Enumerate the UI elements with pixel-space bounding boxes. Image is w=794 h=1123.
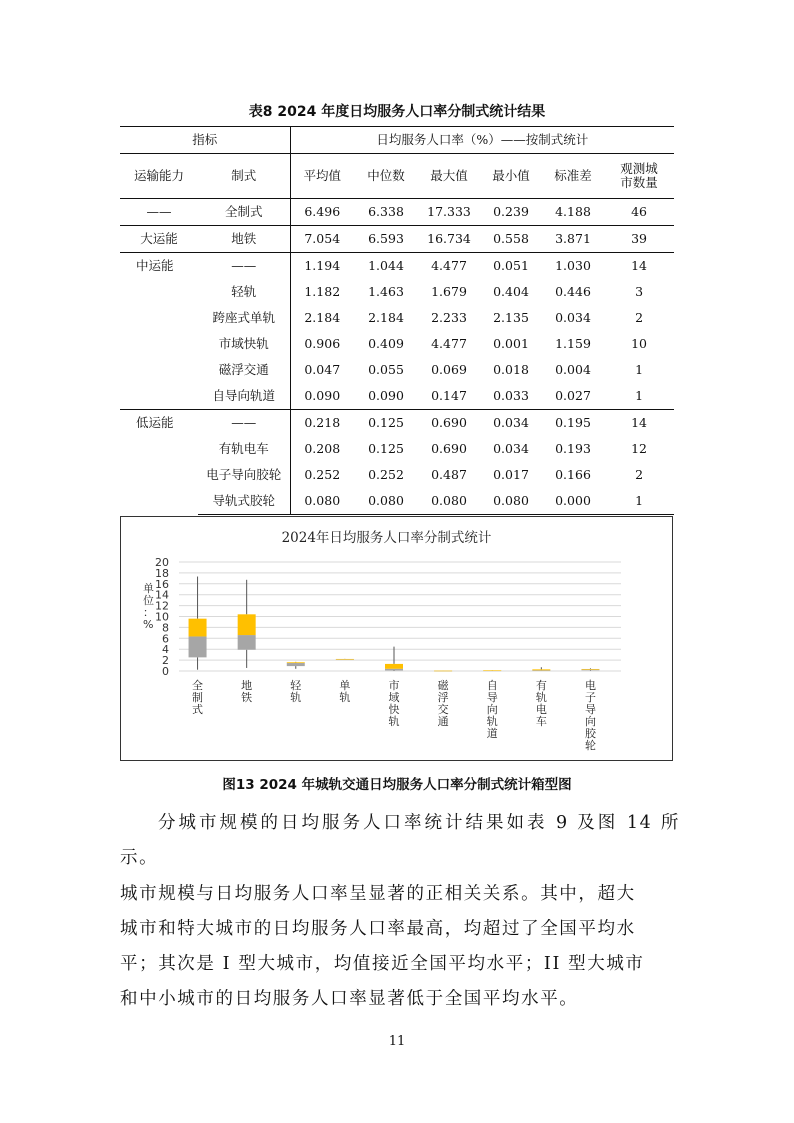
cell-mean: 1.194 (290, 253, 354, 280)
cell-min: 0.239 (480, 199, 542, 226)
table-row (120, 488, 674, 515)
box-lower (287, 663, 305, 666)
cell-system: 市域快轨 (198, 331, 290, 357)
cell-median: 1.044 (354, 253, 418, 280)
cell-count: 1 (635, 388, 644, 403)
boxplot-chart (121, 517, 672, 760)
cell-system: 全制式 (198, 199, 290, 226)
box-upper (483, 670, 501, 671)
y-tick-label: 8 (162, 621, 169, 635)
cell-median: 2.184 (368, 310, 404, 325)
x-category-label: 市域快轨 (388, 679, 400, 728)
cell-mean: 7.054 (290, 226, 354, 253)
box-upper (532, 669, 550, 670)
header-count-line1: 观测城 (620, 161, 658, 176)
cell-count: 2 (635, 467, 644, 482)
page-number: 11 (388, 1034, 406, 1049)
cell-mean: 0.252 (304, 467, 341, 482)
y-tick-label: 18 (155, 566, 169, 580)
cell-capacity: 低运能 (120, 410, 198, 515)
cell-median: 0.055 (368, 362, 404, 377)
body-paragraph (120, 806, 680, 1018)
x-category-label: 自导向轨道 (486, 679, 498, 740)
x-category-label: 有轨电车 (535, 679, 547, 728)
figure-box (120, 516, 673, 761)
x-category-label: 全制式 (192, 679, 204, 716)
header-count-line2: 市数量 (620, 175, 658, 190)
cell-min: 2.135 (493, 310, 529, 325)
cell-std: 0.446 (555, 284, 591, 299)
cell-mean: 0.047 (304, 362, 341, 377)
paragraph-line: 分城市规模的日均服务人口率统计结果如表 9 及图 14 所示。 (120, 813, 680, 869)
cell-std: 1.030 (542, 253, 604, 280)
box-lower (189, 636, 207, 657)
cell-median: 0.080 (354, 488, 418, 515)
table-body (120, 199, 674, 515)
table-title: 表8 2024 年度日均服务人口率分制式统计结果 (248, 104, 546, 120)
cell-std: 3.871 (542, 226, 604, 253)
header-system: 制式 (198, 154, 290, 199)
cell-median: 0.252 (368, 467, 404, 482)
box-upper (385, 664, 403, 669)
box-upper (581, 669, 599, 670)
cell-std: 0.193 (555, 441, 591, 456)
y-tick-label: 14 (155, 588, 169, 602)
table-row (120, 199, 674, 226)
cell-system: 电子导向胶轮 (198, 462, 290, 488)
x-category-label: 电子导向胶轮 (584, 679, 596, 752)
x-category-label: 轻轨 (290, 679, 302, 704)
cell-min: 0.017 (493, 467, 529, 482)
cell-system: —— (198, 253, 290, 280)
cell-max: 4.477 (431, 336, 467, 351)
cell-system: 导轨式胶轮 (198, 488, 290, 515)
box-upper (287, 662, 305, 663)
cell-max: 4.477 (418, 253, 480, 280)
y-tick-label: 6 (162, 632, 169, 646)
cell-count: 46 (604, 199, 674, 226)
cell-system: 跨座式单轨 (198, 305, 290, 331)
cell-min: 0.033 (493, 388, 529, 403)
box-upper (238, 614, 256, 635)
cell-capacity: —— (120, 199, 198, 226)
header-row-1 (120, 127, 674, 154)
cell-count: 3 (635, 284, 644, 299)
y-tick-label: 20 (155, 556, 169, 569)
cell-count: 39 (604, 226, 674, 253)
cell-median: 0.409 (368, 336, 404, 351)
header-indicator: 指标 (120, 127, 290, 154)
cell-system: 轻轨 (198, 279, 290, 305)
cell-min: 0.018 (493, 362, 529, 377)
table-row (120, 357, 674, 383)
cell-mean: 0.090 (304, 388, 341, 403)
cell-max: 0.147 (431, 388, 467, 403)
cell-count: 10 (631, 336, 647, 351)
cell-count: 14 (604, 253, 674, 280)
cell-std: 0.195 (542, 410, 604, 437)
figure-caption: 图13 2024 年城轨交通日均服务人口率分制式统计箱型图 (222, 777, 572, 793)
cell-min: 0.034 (493, 441, 529, 456)
cell-std: 0.166 (555, 467, 591, 482)
header-max: 最大值 (418, 154, 480, 199)
box-upper (336, 659, 354, 660)
table-row (120, 331, 674, 357)
cell-min: 0.001 (493, 336, 529, 351)
cell-max: 0.069 (431, 362, 467, 377)
cell-mean: 0.218 (290, 410, 354, 437)
y-tick-label: 12 (155, 599, 169, 613)
header-capacity: 运输能力 (120, 154, 198, 199)
stats-table (120, 126, 674, 515)
header-min: 最小值 (480, 154, 542, 199)
cell-max: 17.333 (418, 199, 480, 226)
cell-min: 0.080 (480, 488, 542, 515)
cell-median: 0.125 (354, 410, 418, 437)
y-axis-label: 单位：% (143, 582, 154, 631)
y-tick-label: 2 (162, 654, 169, 668)
x-category-label: 单轨 (339, 679, 351, 704)
box-lower (238, 635, 256, 650)
header-std: 标准差 (542, 154, 604, 199)
y-tick-label: 16 (155, 577, 169, 591)
table-row (120, 226, 674, 253)
cell-min: 0.404 (493, 284, 529, 299)
cell-max: 2.233 (431, 310, 467, 325)
cell-min: 0.051 (480, 253, 542, 280)
cell-count: 1 (604, 488, 674, 515)
box-lower (532, 670, 550, 671)
cell-count: 2 (635, 310, 644, 325)
cell-max: 16.734 (418, 226, 480, 253)
paragraph-line: 城市规模与日均服务人口率呈显著的正相关关系。其中，超大 (120, 883, 636, 904)
x-category-label: 磁浮交通 (437, 679, 449, 728)
paragraph-line: 和中小城市的日均服务人口率显著低于全国平均水平。 (120, 989, 579, 1010)
cell-count: 14 (604, 410, 674, 437)
cell-system: —— (198, 410, 290, 437)
cell-median: 0.125 (368, 441, 404, 456)
cell-mean: 6.496 (290, 199, 354, 226)
cell-max: 0.690 (431, 441, 467, 456)
table-row (120, 436, 674, 462)
table-row (120, 253, 674, 280)
paragraph-line: 平；其次是 I 型大城市，均值接近全国平均水平；II 型大城市 (120, 954, 645, 975)
cell-capacity: 中运能 (120, 253, 198, 410)
box-lower (581, 670, 599, 671)
table-row (120, 305, 674, 331)
cell-max: 0.690 (418, 410, 480, 437)
cell-max: 1.679 (431, 284, 467, 299)
table-row (120, 279, 674, 305)
header-mean: 平均值 (290, 154, 354, 199)
x-category-label: 地铁 (241, 679, 253, 704)
cell-min: 0.034 (480, 410, 542, 437)
cell-std: 0.034 (555, 310, 591, 325)
table-row (120, 462, 674, 488)
cell-system: 自导向轨道 (198, 383, 290, 410)
cell-mean: 0.208 (304, 441, 341, 456)
cell-std: 0.004 (555, 362, 591, 377)
y-tick-label: 10 (155, 610, 169, 624)
cell-std: 4.188 (542, 199, 604, 226)
cell-std: 0.027 (555, 388, 591, 403)
box-lower (385, 669, 403, 671)
paragraph-line: 城市和特大城市的日均服务人口率最高，均超过了全国平均水 (120, 918, 636, 939)
cell-median: 1.463 (368, 284, 404, 299)
header-count (604, 154, 674, 199)
y-tick-label: 0 (162, 665, 169, 678)
cell-count: 1 (635, 362, 644, 377)
table-row (120, 410, 674, 437)
cell-min: 0.558 (480, 226, 542, 253)
chart-title: 2024年日均服务人口率分制式统计 (281, 530, 492, 546)
table-row (120, 383, 674, 410)
cell-count: 12 (631, 441, 647, 456)
cell-max: 0.080 (418, 488, 480, 515)
cell-median: 6.338 (354, 199, 418, 226)
cell-system: 有轨电车 (198, 436, 290, 462)
box-upper (434, 671, 452, 672)
cell-max: 0.487 (431, 467, 467, 482)
cell-median: 6.593 (354, 226, 418, 253)
cell-std: 1.159 (555, 336, 591, 351)
cell-mean: 0.080 (290, 488, 354, 515)
cell-mean: 2.184 (304, 310, 341, 325)
y-tick-label: 4 (162, 643, 169, 657)
cell-std: 0.000 (542, 488, 604, 515)
cell-mean: 1.182 (304, 284, 341, 299)
header-row-2 (120, 154, 674, 199)
cell-system: 磁浮交通 (198, 357, 290, 383)
cell-mean: 0.906 (304, 336, 341, 351)
cell-system: 地铁 (198, 226, 290, 253)
cell-capacity: 大运能 (120, 226, 198, 253)
box-upper (189, 619, 207, 637)
header-median: 中位数 (354, 154, 418, 199)
header-group-label: 日均服务人口率（%）——按制式统计 (290, 127, 674, 154)
cell-median: 0.090 (368, 388, 404, 403)
